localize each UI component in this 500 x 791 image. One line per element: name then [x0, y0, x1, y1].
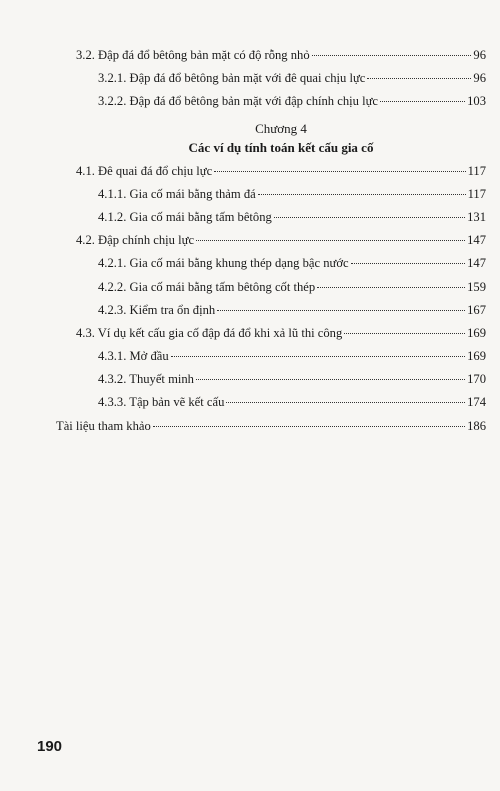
- dot-leader: [226, 402, 465, 403]
- toc-entry: [56, 391, 486, 414]
- toc-entry-title: 4.2. Đập chính chịu lực: [76, 233, 195, 248]
- toc-entry: [56, 67, 486, 90]
- toc-entry-page: 174: [467, 395, 486, 410]
- toc-entry-title: 4.3.2. Thuyết minh: [98, 372, 194, 387]
- toc-entry-page: 169: [467, 325, 486, 340]
- toc-entry-title: 4.2.1. Gia cố mái bằng khung thép dạng bậc nước: [98, 256, 349, 271]
- toc-entry-title: Tài liệu tham khảo: [56, 418, 151, 433]
- chapter-number: Chương 4: [255, 120, 307, 136]
- toc-entry: [56, 160, 486, 183]
- toc-entry: [56, 345, 486, 368]
- toc-entry-page: 159: [467, 279, 486, 294]
- dot-leader: [258, 194, 466, 195]
- dot-leader: [312, 55, 472, 56]
- dot-leader: [351, 263, 466, 264]
- toc-entry: [56, 90, 486, 113]
- toc-entry-page: 117: [467, 186, 486, 201]
- toc-entry-title: 4.1.1. Gia cố mái bằng thảm đá: [98, 186, 256, 201]
- dot-leader: [217, 310, 465, 311]
- toc-entry-page: 131: [467, 209, 486, 224]
- toc-entry-title: 3.2.1. Đập đá đổ bêtông bản mặt với đê quai chịu lực: [98, 71, 366, 86]
- dot-leader: [214, 171, 465, 172]
- toc-entry-page: 117: [467, 163, 486, 178]
- dot-leader: [317, 287, 465, 288]
- toc-entry-title: 3.2. Đập đá đổ bêtông bản mặt có độ rỗng nhỏ: [76, 48, 310, 62]
- toc-entry: [56, 415, 486, 438]
- dot-leader: [196, 379, 465, 380]
- page-number: 190: [37, 738, 63, 755]
- toc-entry-page: 96: [473, 71, 486, 86]
- dot-leader: [153, 426, 465, 427]
- toc-entry-title: 3.2.2. Đập đá đổ bêtông bản mặt với đập chính chịu lực: [98, 94, 378, 109]
- chapter-title: Các ví dụ tính toán kết cấu gia cố: [188, 139, 374, 155]
- toc-entry-title: 4.1.2. Gia cố mái bằng tấm bêtông: [98, 209, 272, 224]
- toc-entry-page: 147: [467, 256, 486, 271]
- toc-entry: [56, 252, 486, 275]
- toc-entry-title: 4.2.3. Kiểm tra ổn định: [98, 302, 216, 317]
- dot-leader: [171, 356, 465, 357]
- toc-entry-title: 4.1. Đê quai đá đổ chịu lực: [76, 163, 213, 178]
- toc-entry-title: 4.3.3. Tập bản vẽ kết cấu: [98, 395, 225, 410]
- toc-entry-title: 4.3.1. Mở đầu: [98, 349, 169, 364]
- toc-entry-page: 186: [467, 418, 486, 433]
- toc-entry: [56, 322, 486, 345]
- dot-leader: [196, 240, 465, 241]
- toc-entry: [56, 206, 486, 229]
- toc-entry-title: 4.3. Ví dụ kết cấu gia cố đập đá đổ khi xả lũ thi công: [76, 325, 343, 340]
- section-3-2-entries: [56, 44, 486, 114]
- toc-entry-page: 169: [467, 349, 486, 364]
- toc-entry: [56, 299, 486, 322]
- toc-entry-page: 170: [467, 372, 486, 387]
- toc-entry: [56, 183, 486, 206]
- toc-entry: [56, 44, 486, 67]
- dot-leader: [380, 101, 465, 102]
- toc-entry-page: 103: [467, 94, 486, 109]
- dot-leader: [274, 217, 465, 218]
- toc-entry: [56, 229, 486, 252]
- toc-entry-page: 167: [467, 302, 486, 317]
- toc-entry: [56, 276, 486, 299]
- dot-leader: [367, 78, 471, 79]
- toc-entry: [56, 368, 486, 391]
- chapter-4-entries: [56, 160, 486, 438]
- toc-entry-title: 4.2.2. Gia cố mái bằng tấm bêtông cốt thép: [98, 279, 316, 294]
- table-of-contents: [56, 44, 486, 438]
- toc-entry-page: 96: [473, 48, 486, 62]
- toc-entry-page: 147: [467, 233, 486, 248]
- dot-leader: [344, 333, 465, 334]
